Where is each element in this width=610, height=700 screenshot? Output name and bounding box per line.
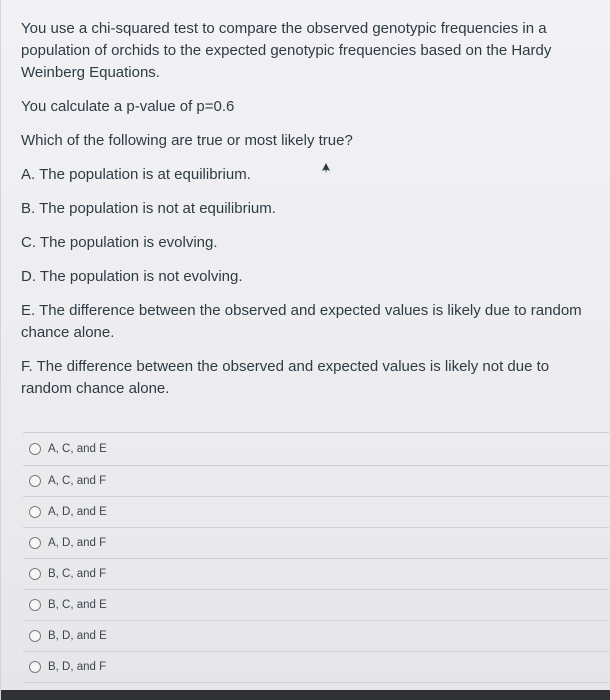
statement-c: [21, 232, 591, 254]
radio-button[interactable]: [29, 630, 41, 642]
answer-label: A, D, and F: [48, 537, 107, 549]
radio-button[interactable]: [29, 537, 41, 549]
radio-button[interactable]: [29, 599, 41, 611]
statement-text: The difference between the observed and expected values is likely not due to random chance alone.: [21, 358, 550, 397]
statement-letter: D.: [21, 268, 36, 285]
statement-letter: A.: [21, 166, 36, 183]
statement-text: The population is not at equilibrium.: [39, 200, 276, 217]
answer-label: B, C, and F: [48, 568, 107, 580]
question-prompt: Which of the following are true or most likely true?: [21, 132, 353, 149]
screen-bottom-edge: [1, 690, 610, 700]
radio-button[interactable]: [29, 506, 41, 518]
statement-text: The population is evolving.: [39, 234, 218, 251]
statement-letter: C.: [21, 234, 36, 251]
answer-label: B, D, and F: [48, 661, 107, 673]
answer-option[interactable]: [23, 559, 609, 590]
question-intro: You use a chi-squared test to compare the observed genotypic frequencies in a population of orchids to the expected genotypic frequencies based on the Hardy Weinberg Equations.: [21, 20, 552, 81]
answer-option[interactable]: [23, 497, 609, 528]
statement-b: [21, 198, 591, 220]
radio-button[interactable]: [29, 661, 41, 673]
statement-f: [21, 356, 591, 400]
statement-text: The population is at equilibrium.: [39, 166, 251, 183]
statement-text: The population is not evolving.: [39, 268, 243, 285]
radio-button[interactable]: [29, 443, 41, 455]
answer-option[interactable]: [23, 621, 609, 652]
answer-option[interactable]: [23, 590, 609, 621]
statement-letter: B.: [21, 200, 36, 217]
statement-d: [21, 266, 591, 288]
statement-text: The difference between the observed and expected values is likely due to random chance alone.: [21, 302, 582, 341]
statement-a: [21, 164, 591, 186]
statement-e: [21, 300, 591, 344]
answer-label: B, D, and E: [48, 630, 107, 642]
answer-label: B, C, and E: [48, 599, 107, 611]
mouse-cursor-icon: [320, 162, 332, 174]
statement-letter: F.: [21, 358, 33, 375]
answer-option[interactable]: [23, 528, 609, 559]
radio-button[interactable]: [29, 568, 41, 580]
answer-label: A, C, and E: [48, 443, 107, 455]
answer-label: A, C, and F: [48, 475, 107, 487]
question-body: [21, 18, 591, 412]
answer-option[interactable]: [23, 652, 609, 683]
radio-button[interactable]: [29, 475, 41, 487]
question-p-value: You calculate a p-value of p=0.6: [21, 98, 235, 115]
answer-option[interactable]: [23, 433, 609, 466]
answer-label: A, D, and E: [48, 506, 107, 518]
statement-letter: E.: [21, 302, 36, 319]
answer-option[interactable]: [23, 466, 609, 497]
answer-list: [23, 432, 609, 683]
